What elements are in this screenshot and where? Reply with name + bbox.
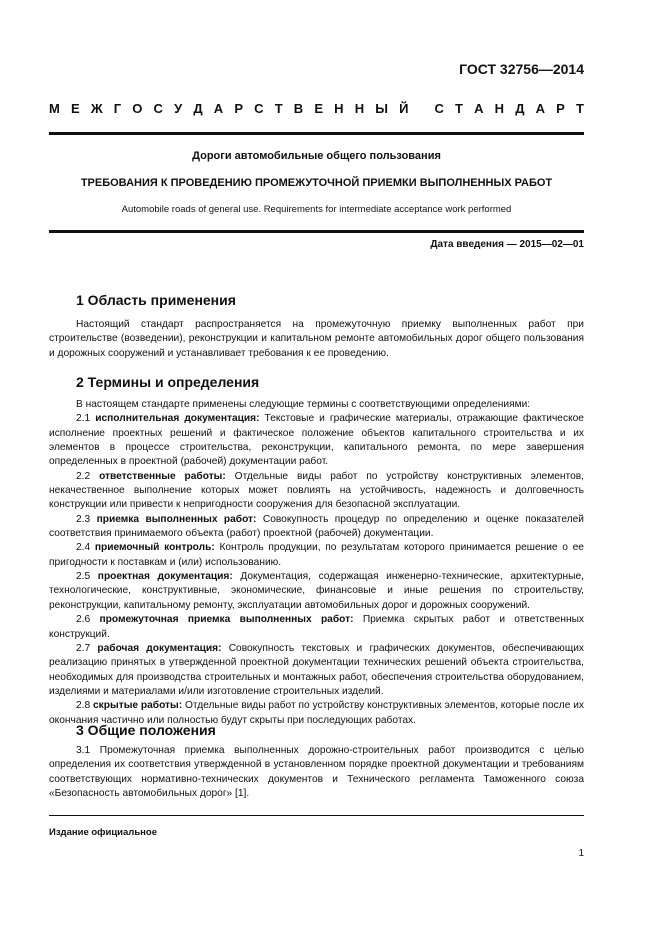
- paragraph: Настоящий стандарт распространяется на промежуточную приемку выполненных работ при строительстве (возведении), реконструкции и капитальном ремонте автомобильных дорог общего пользования и дорожных сооружений и устанавливает требования к ее проведению.: [49, 319, 584, 359]
- document-title-english: Automobile roads of general use. Requirements for intermediate acceptance work performed: [121, 204, 512, 215]
- header-rule: [49, 132, 584, 135]
- paragraph: 3.1 Промежуточная приемка выполненных дорожно-строительных работ производится с целью определения их соответствия утвержденной в установленном порядке проектной документации и требованиям соответствующих нормативно-технических документов и Технического регламента Таможенного союза «Безопасность автомобильных дорог» [1].: [49, 745, 584, 800]
- banner-letter: А: [213, 101, 224, 116]
- term-text: Отдельные виды работ по устройству конструктивных элементов, которые после их окончания частично или полностью будут скрыты при последующих работах.: [49, 700, 585, 726]
- term-name: приемочный контроль:: [94, 542, 215, 554]
- banner-letter: Е: [314, 101, 324, 116]
- banner-letter: Д: [515, 101, 525, 116]
- page-number: 1: [578, 848, 584, 859]
- term-text: Отдельные виды работ по устройству конструктивных элементов, некачественное выполнение которых может повлиять на устойчивость, надежность и долговечность конструкции или привести к непригодности сооружения для безопасной эксплуатации.: [49, 470, 584, 511]
- term-name: ответственные работы:: [99, 470, 226, 482]
- banner-letter: Ы: [375, 101, 388, 116]
- banner-letter: А: [535, 101, 545, 116]
- term-definition: [49, 570, 584, 613]
- banner-letter: С: [434, 101, 444, 116]
- term-definition: [49, 613, 584, 642]
- banner-letter: А: [474, 101, 484, 116]
- term-number: 2.6: [76, 614, 91, 626]
- term-definition: [49, 642, 584, 699]
- term-name: приемка выполненных работ:: [96, 513, 257, 525]
- term-definition: [49, 470, 584, 513]
- banner-letter: Н: [494, 101, 505, 116]
- term-text: Документация, содержащая инженерно-технические, архитектурные, технологические, конструктивные, экономические, финансовые и иные решения по строительству, реконструкции, капитальному ремонту, эксплуатации автомобильных дорог и дорожных сооружений.: [49, 571, 585, 611]
- banner-letter: Т: [274, 101, 283, 116]
- term-text: Контроль продукции, по результатам которого принимается решение о ее пригодности к поставкам и (или) использованию.: [49, 542, 584, 568]
- banner-letter: О: [132, 101, 143, 116]
- banner-letter: В: [293, 101, 304, 116]
- section-1-heading: 1 Область применения: [76, 292, 236, 308]
- term-name: скрытые работы:: [93, 700, 183, 712]
- term-name: исполнительная документация:: [95, 413, 260, 425]
- section-3-body: [49, 744, 584, 801]
- section-3-heading: 3 Общие положения: [76, 722, 216, 738]
- term-number: 2.1: [76, 413, 91, 425]
- section-2-heading: 2 Термины и определения: [76, 374, 260, 390]
- section-2-body: [49, 398, 584, 728]
- term-number: 2.8: [76, 700, 91, 712]
- banner-letter: Р: [234, 101, 243, 116]
- title-rule: [49, 230, 584, 233]
- banner-letter: Е: [71, 101, 80, 116]
- paragraph: В настоящем стандарте применены следующие термины с соответствующими определениями:: [76, 399, 531, 410]
- banner-letter: С: [153, 101, 163, 116]
- banner-letter: Г: [113, 101, 122, 116]
- section-1-body: [49, 318, 584, 361]
- terms-list: [49, 412, 584, 728]
- document-title-main: ТРЕБОВАНИЯ К ПРОВЕДЕНИЮ ПРОМЕЖУТОЧНОЙ ПРИЕМКИ ВЫПОЛНЕННЫХ РАБОТ: [80, 177, 553, 189]
- term-name: рабочая документация:: [97, 642, 222, 654]
- interstate-standard-banner: [49, 101, 584, 116]
- term-number: 2.3: [76, 513, 91, 525]
- banner-letter: У: [174, 101, 183, 116]
- banner-letter: [420, 101, 424, 116]
- footer-rule: [49, 815, 584, 816]
- banner-letter: Т: [454, 101, 463, 116]
- term-text: Текстовые и графические материалы, отражающие фактическое исполнение проектных решений и фактическое положение объектов капитального строительства и их элементов в процессе строительства, реконструкции, капитального ремонта, по мере завершения определенных в проектной (рабочей) документации работ.: [49, 413, 584, 468]
- banner-letter: Р: [556, 101, 565, 116]
- banner-letter: Н: [354, 101, 365, 116]
- intro-date: Дата введения — 2015—02—01: [430, 239, 584, 250]
- standard-code: ГОСТ 32756—2014: [459, 61, 584, 77]
- banner-letter: Й: [399, 101, 409, 116]
- term-definition: [49, 541, 584, 570]
- banner-letter: Ж: [90, 101, 103, 116]
- term-name: проектная документация:: [97, 571, 233, 583]
- banner-letter: М: [49, 101, 60, 116]
- term-number: 2.2: [76, 470, 91, 482]
- term-text: Приемка скрытых работ и ответственных конструкций.: [49, 614, 584, 640]
- term-number: 2.4: [76, 542, 91, 554]
- term-definition: [49, 513, 584, 542]
- document-title-line1: Дороги автомобильные общего пользования: [192, 150, 441, 162]
- banner-letter: С: [254, 101, 264, 116]
- banner-letter: Т: [575, 101, 584, 116]
- term-text: Совокупность текстовых и графических документов, обеспечивающих реализацию принятых в утвержденной проектной документации технических решений объекта строительства, необходимых для производства строительных и монтажных работ, обеспечения строительства оборудованием, изделиями и материалами и/или изготовление строительных изделий.: [49, 642, 584, 697]
- term-definition: [49, 412, 584, 469]
- edition-note: Издание официальное: [49, 827, 157, 838]
- term-name: промежуточная приемка выполненных работ:: [99, 614, 354, 626]
- term-number: 2.5: [76, 571, 91, 583]
- term-number: 2.7: [76, 642, 91, 654]
- term-text: Совокупность процедур по определению и оценке показателей соответствия принимаемого объекта (работ) проектной (рабочей) документации.: [49, 513, 584, 540]
- banner-letter: Д: [193, 101, 203, 116]
- banner-letter: Н: [334, 101, 344, 116]
